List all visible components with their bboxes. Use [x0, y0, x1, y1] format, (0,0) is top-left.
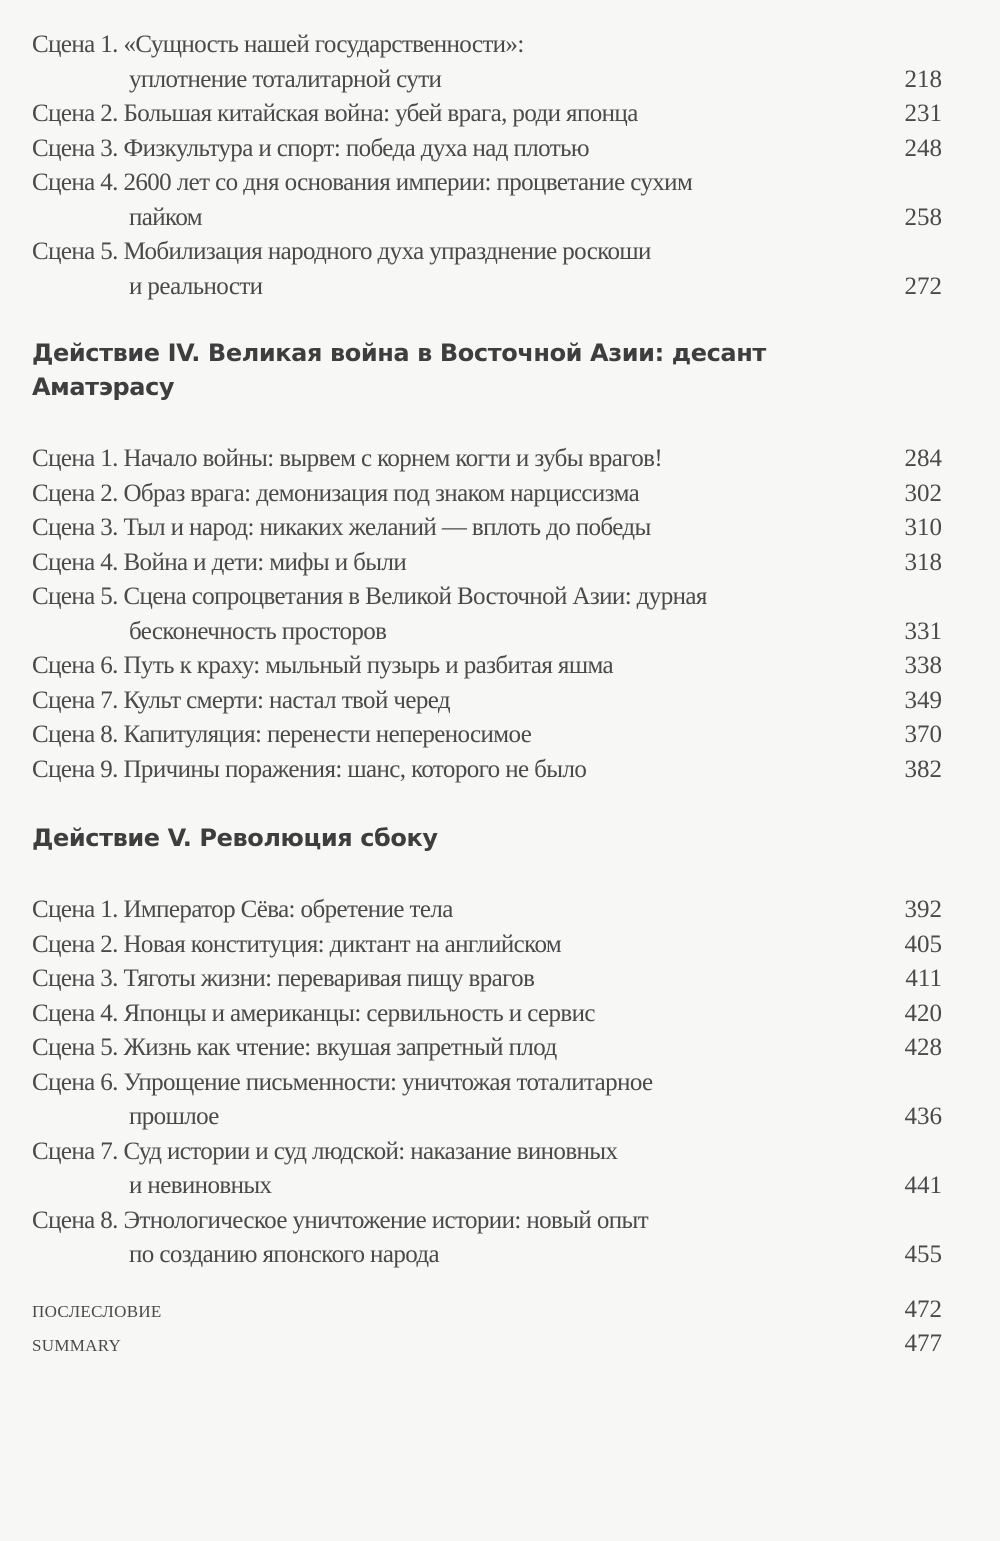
page-number: 218: [904, 65, 942, 93]
toc-section-5: [32, 893, 942, 1273]
heading-line: Аматэрасу: [32, 373, 175, 401]
page-number: 441: [904, 1172, 942, 1199]
entry-title-line: Сцена 2. Новая конституция: диктант на английском: [32, 930, 562, 958]
page-number: 338: [904, 652, 942, 679]
page-number: 302: [904, 479, 942, 507]
page-number: 392: [904, 896, 942, 923]
toc-entry[interactable]: [32, 546, 942, 581]
entry-title-line: Сцена 4. Японцы и американцы: сервильность и сервис: [32, 999, 595, 1027]
toc-entry[interactable]: [32, 580, 942, 649]
entry-title-line: Сцена 3. Тяготы жизни: переваривая пищу врагов: [32, 965, 535, 992]
entry-title-continuation: бесконечность просторов: [129, 617, 387, 645]
entry-title-line: Сцена 7. Культ смерти: настал твой черед: [32, 686, 451, 714]
toc-entry[interactable]: [32, 753, 942, 788]
toc-entry-afterword[interactable]: [32, 1293, 942, 1328]
toc-entry[interactable]: [32, 962, 942, 997]
entry-title-line: Сцена 5. Сцена сопроцветания в Великой Восточной Азии: дурная: [32, 583, 707, 610]
toc-entry[interactable]: [32, 1204, 942, 1273]
page-number: 349: [904, 686, 942, 714]
page-number: 310: [904, 514, 942, 541]
section-heading-act-5: Действие V. Революция сбоку: [32, 824, 438, 852]
page-number: 455: [904, 1241, 942, 1268]
entry-title-line: Сцена 3. Физкультура и спорт: победа духа над плотью: [32, 134, 589, 162]
page-number: 370: [904, 721, 942, 748]
entry-title-line: Сцена 4. Война и дети: мифы и были: [32, 548, 407, 576]
toc-entry[interactable]: [32, 718, 942, 753]
entry-title-line: Сцена 8. Этнологическое уничтожение истории: новый опыт: [32, 1206, 649, 1234]
page-number: 258: [904, 203, 942, 231]
toc-entry[interactable]: [32, 684, 942, 719]
toc-entry[interactable]: [32, 97, 942, 132]
toc-entry[interactable]: [32, 1031, 942, 1066]
entry-title-line: Сцена 3. Тыл и народ: никаких желаний — вплоть до победы: [32, 514, 651, 541]
entry-title-line: Сцена 7. Суд истории и суд людской: наказание виновных: [32, 1137, 618, 1165]
entry-title-line: Сцена 2. Образ врага: демонизация под знаком нарциссизма: [32, 479, 640, 507]
toc-entry[interactable]: [32, 997, 942, 1032]
toc-entry-summary[interactable]: [32, 1327, 942, 1362]
table-of-contents-page: [32, 28, 942, 1362]
page-number: 420: [904, 999, 942, 1027]
entry-title-line: Сцена 4. 2600 лет со дня основания империи: процветание сухим: [32, 169, 693, 196]
toc-section-3: [32, 28, 942, 304]
page-number: 284: [904, 445, 942, 472]
entry-title-continuation: пайком: [129, 203, 202, 231]
entry-title-line: Сцена 9. Причины поражения: шанс, которого не было: [32, 755, 587, 783]
entry-title-line: Сцена 6. Путь к краху: мыльный пузырь и разбитая яшма: [32, 652, 614, 679]
entry-title-line: Сцена 5. Мобилизация народного духа упразднение роскоши: [32, 238, 651, 265]
toc-entry[interactable]: [32, 477, 942, 512]
entry-title-continuation: прошлое: [129, 1103, 219, 1130]
section-heading-act-4: [32, 336, 942, 404]
toc-entry[interactable]: [32, 1135, 942, 1204]
toc-entry[interactable]: [32, 28, 942, 97]
toc-back-matter: [32, 1293, 942, 1362]
entry-title-line: Сцена 1. Начало войны: вырвем с корнем когти и зубы врагов!: [32, 445, 663, 472]
page-number: 331: [904, 617, 942, 645]
page-number: 318: [904, 548, 942, 576]
page-number: 272: [904, 272, 942, 300]
page-number: 382: [904, 755, 942, 783]
heading-line: Действие IV. Великая война в Восточной Азии: десант: [32, 339, 766, 367]
entry-title-continuation: по созданию японского народа: [129, 1241, 440, 1268]
entry-title-line: Сцена 1. Император Сёва: обретение тела: [32, 896, 453, 923]
toc-section-4: [32, 442, 942, 787]
toc-entry[interactable]: [32, 928, 942, 963]
entry-title-continuation: и реальности: [129, 272, 263, 300]
toc-entry[interactable]: [32, 442, 942, 477]
entry-title-line: Сцена 6. Упрощение письменности: уничтожая тоталитарное: [32, 1068, 653, 1096]
entry-title-line: Сцена 1. «Сущность нашей государственности»:: [32, 31, 524, 58]
toc-entry[interactable]: [32, 1066, 942, 1135]
entry-title-line: Сцена 8. Капитуляция: перенести непереносимое: [32, 721, 532, 748]
page-number: 472: [904, 1295, 942, 1323]
toc-entry[interactable]: [32, 893, 942, 928]
entry-title-line: Сцена 2. Большая китайская война: убей врага, роди японца: [32, 100, 638, 127]
page-number: 477: [904, 1330, 942, 1357]
page-number: 436: [904, 1103, 942, 1130]
page-number: 248: [904, 134, 942, 162]
page-number: 428: [904, 1034, 942, 1061]
entry-title-continuation: и невиновных: [129, 1172, 272, 1199]
toc-entry[interactable]: [32, 649, 942, 684]
entry-title-line: summary: [32, 1331, 122, 1357]
page-number: 405: [904, 930, 942, 958]
page-number: 231: [904, 100, 942, 127]
toc-entry[interactable]: [32, 235, 942, 304]
page-number: 411: [905, 965, 942, 992]
toc-entry[interactable]: [32, 511, 942, 546]
entry-title-line: послесловие: [32, 1296, 162, 1323]
toc-entry[interactable]: [32, 166, 942, 235]
toc-entry[interactable]: [32, 132, 942, 167]
entry-title-continuation: уплотнение тоталитарной сути: [129, 65, 442, 93]
entry-title-line: Сцена 5. Жизнь как чтение: вкушая запретный плод: [32, 1034, 557, 1061]
